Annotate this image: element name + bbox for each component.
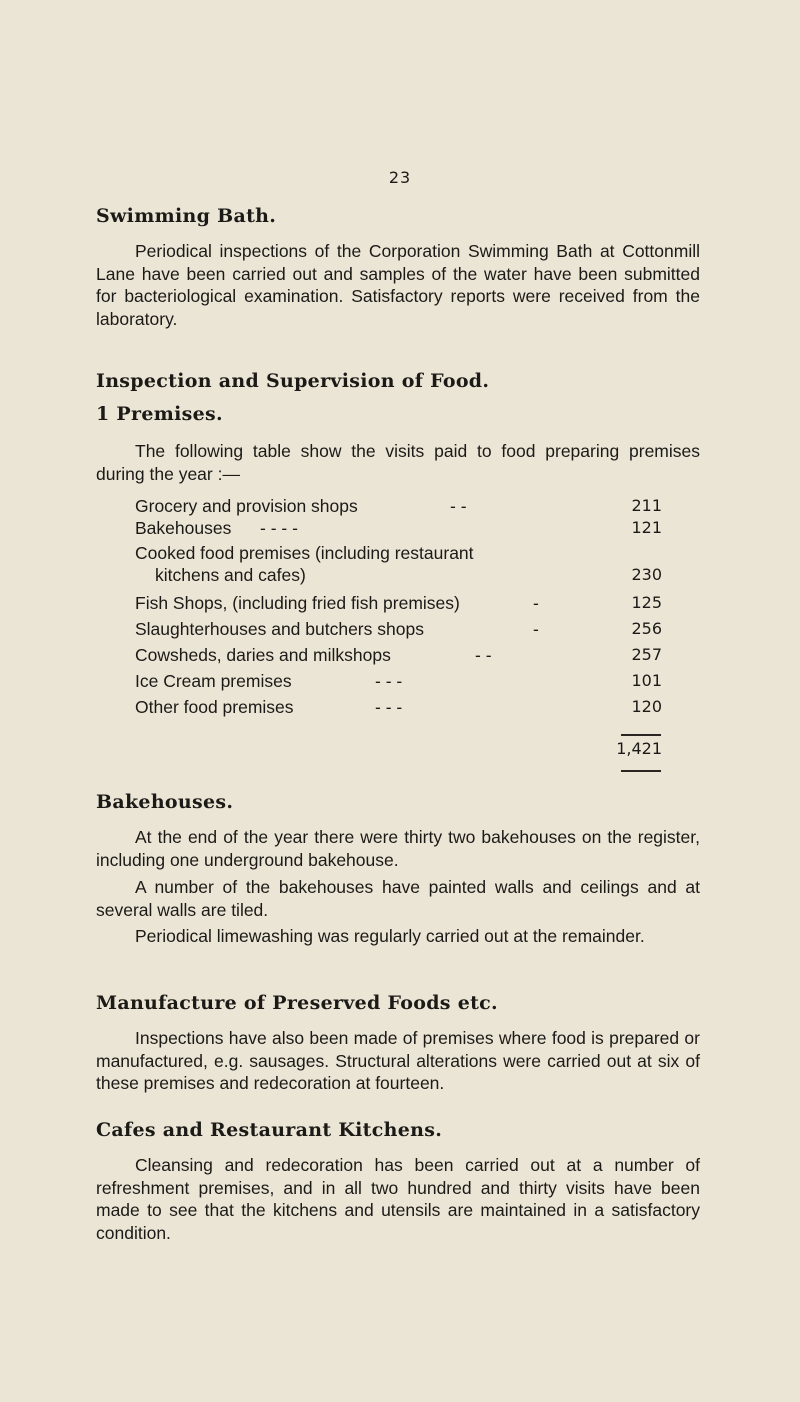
row-label: Slaughterhouses and butchers shops: [135, 619, 424, 639]
total-rule-bottom: [621, 770, 661, 772]
row-dashes: - -: [475, 645, 492, 665]
row-value: 120: [631, 697, 662, 716]
row-value: 230: [631, 565, 662, 584]
page-number: 23: [388, 168, 412, 187]
bakehouses-paragraph-2: A number of the bakehouses have painted walls and ceilings and at several walls are tiled.: [96, 877, 700, 920]
row-dashes: - - - -: [260, 518, 298, 538]
preserved-foods-paragraph: Inspections have also been made of premises where food is prepared or manufactured, e.g. sausages. Structural alterations were carried out at six of these premises and redecoration at fourteen.: [96, 1028, 700, 1093]
row-label: Fish Shops, (including fried fish premises): [135, 593, 460, 613]
row-dashes: - - -: [375, 671, 403, 691]
food-inspection-heading: Inspection and Supervision of Food.: [96, 370, 490, 392]
row-label-continued: kitchens and cafes): [155, 565, 306, 585]
row-dashes: - -: [450, 496, 467, 516]
bakehouses-heading: Bakehouses.: [96, 791, 234, 813]
swimming-bath-paragraph: Periodical inspections of the Corporation Swimming Bath at Cottonmill Lane have been carried out and samples of the water have been submitted for bacteriological examination. Satisfactory reports were received from the laboratory.: [96, 241, 700, 329]
row-value: 101: [631, 671, 662, 690]
swimming-bath-heading: Swimming Bath.: [96, 205, 277, 227]
row-value: 211: [631, 496, 662, 515]
row-dashes: -: [533, 619, 539, 639]
row-dashes: - - -: [375, 697, 403, 717]
preserved-foods-heading: Manufacture of Preserved Foods etc.: [96, 992, 498, 1014]
row-dashes: -: [533, 593, 539, 613]
cafes-paragraph: Cleansing and redecoration has been carried out at a number of refreshment premises, and in all two hundred and thirty visits have been made to see that the kitchens and utensils are maintained in a satisfactory condition.: [96, 1155, 700, 1243]
bakehouses-paragraph-3: Periodical limewashing was regularly carried out at the remainder.: [135, 926, 645, 946]
row-label: Other food premises: [135, 697, 294, 717]
cafes-heading: Cafes and Restaurant Kitchens.: [96, 1119, 443, 1141]
row-label: Bakehouses: [135, 518, 232, 538]
row-label: Grocery and provision shops: [135, 496, 358, 516]
row-label: Cooked food premises (including restaurant: [135, 543, 474, 563]
total-rule-top: [621, 734, 661, 736]
row-label: Ice Cream premises: [135, 671, 292, 691]
premises-subheading: 1 Premises.: [96, 403, 223, 425]
row-label: Cowsheds, daries and milkshops: [135, 645, 391, 665]
table-row: [135, 542, 662, 586]
row-value: 256: [631, 619, 662, 638]
row-value: 125: [631, 593, 662, 612]
row-value: 257: [631, 645, 662, 664]
premises-intro-paragraph: The following table show the visits paid to food preparing premises during the year :—: [96, 441, 700, 484]
row-value: 121: [631, 518, 662, 537]
bakehouses-paragraph-1: At the end of the year there were thirty two bakehouses on the register, including one underground bakehouse.: [96, 827, 700, 870]
table-total: 1,421: [616, 739, 662, 758]
